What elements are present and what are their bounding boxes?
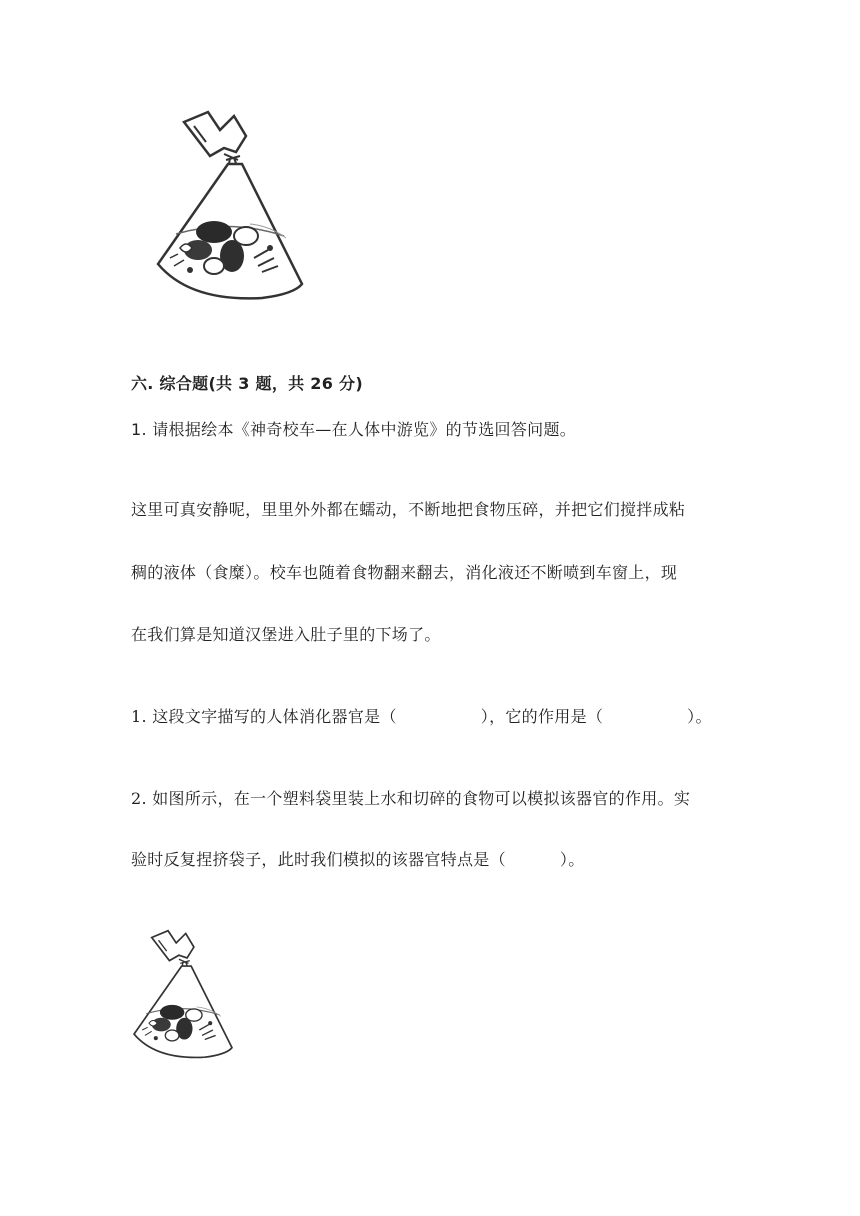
sub-question-1 [131, 707, 712, 727]
passage-line: 这里可真安静呢，里里外外都在蠕动，不断地把食物压碎，并把它们搅拌成粘 [131, 500, 686, 519]
passage-line: 在我们算是知道汉堡进入肚子里的下场了。 [131, 625, 441, 644]
plastic-bag-icon [128, 928, 238, 1064]
plastic-bag-icon [150, 108, 310, 308]
bag-illustration-bottom [128, 928, 238, 1064]
sub-question-2-text-b: ）。 [559, 850, 585, 869]
sub-question-2-text-a: 验时反复捏挤袋子，此时我们模拟的该器官特点是（ [131, 850, 506, 869]
sub-question-1-text-b: ），它的作用是（ [480, 707, 604, 726]
sub-question-2-line1: 2. 如图所示，在一个塑料袋里装上水和切碎的食物可以模拟该器官的作用。实 [131, 789, 691, 808]
passage-line: 稠的液体（食糜）。校车也随着食物翻来翻去，消化液还不断喷到车窗上，现 [131, 563, 678, 582]
sub-question-1-text-a: 1. 这段文字描写的人体消化器官是（ [131, 707, 397, 726]
sub-question-1-text-c: ）。 [687, 707, 712, 726]
question-title: 1. 请根据绘本《神奇校车—在人体中游览》的节选回答问题。 [131, 420, 577, 439]
bag-illustration-top [150, 108, 310, 308]
section-heading: 六. 综合题(共 3 题，共 26 分) [131, 374, 363, 393]
sub-question-2-line2 [131, 850, 585, 870]
